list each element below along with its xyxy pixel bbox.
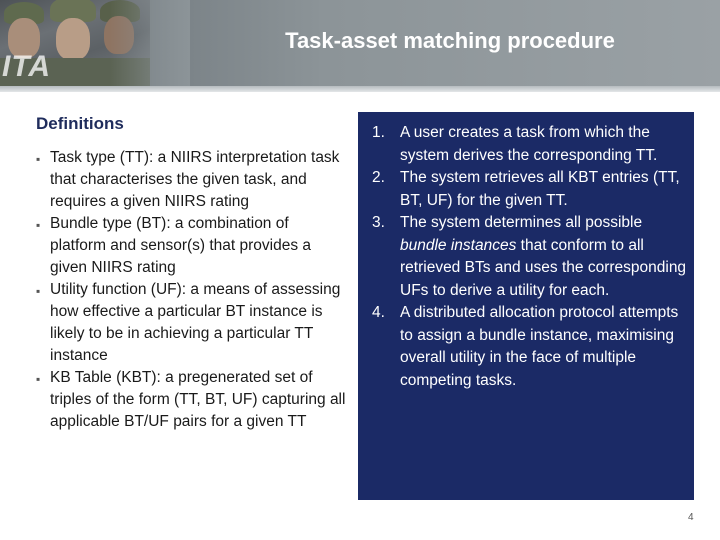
square-bullet-icon: ▪ bbox=[36, 218, 41, 232]
ita-logo: ITA bbox=[2, 50, 52, 83]
page-title: Task-asset matching procedure bbox=[285, 28, 615, 53]
header-banner bbox=[0, 0, 720, 86]
definitions-list bbox=[36, 147, 348, 433]
definition-item bbox=[36, 279, 348, 367]
step-text-pre: The system determines all possible bbox=[400, 214, 643, 231]
step-number: 4. bbox=[372, 304, 385, 321]
definition-term: Utility function (UF) bbox=[50, 281, 182, 298]
step-text: A distributed allocation protocol attempts to assign a bundle instance, maximising overall utility in the face of multiple competing tasks. bbox=[400, 304, 679, 389]
header-divider bbox=[0, 86, 720, 92]
definitions-heading: Definitions bbox=[36, 114, 124, 133]
definition-term: KB Table (KBT) bbox=[50, 369, 157, 386]
definition-term: Bundle type (BT) bbox=[50, 215, 167, 232]
procedure-steps bbox=[372, 122, 688, 392]
procedure-step bbox=[372, 122, 688, 167]
square-bullet-icon: ▪ bbox=[36, 284, 41, 298]
procedure-step bbox=[372, 212, 688, 302]
definition-item bbox=[36, 213, 348, 279]
page-number: 4 bbox=[688, 512, 694, 523]
definition-text: : a NIIRS interpretation task that characterises the given task, and requires a given NIIRS rating bbox=[50, 149, 340, 210]
step-text-post: that conform to all retrieved BTs and uses the corresponding UFs to derive a utility for each. bbox=[400, 236, 687, 299]
definition-item bbox=[36, 367, 348, 433]
square-bullet-icon: ▪ bbox=[36, 372, 41, 386]
step-text: A user creates a task from which the system derives the corresponding TT. bbox=[400, 124, 658, 164]
step-number: 1. bbox=[372, 124, 385, 141]
definition-term: Task type (TT) bbox=[50, 149, 150, 166]
definition-text: : a pregenerated set of triples of the form (TT, BT, UF) capturing all applicable BT/UF pairs for a given TT bbox=[50, 369, 346, 430]
step-text: The system retrieves all KBT entries (TT, BT, UF) for the given TT. bbox=[400, 169, 680, 209]
procedure-step bbox=[372, 302, 688, 392]
definition-text: : a combination of platform and sensor(s) that provides a given NIIRS rating bbox=[50, 215, 312, 276]
step-text-emphasis: bundle instances bbox=[400, 236, 517, 254]
step-number: 3. bbox=[372, 214, 385, 231]
definition-text: : a means of assessing how effective a particular BT instance is likely to be in achieving a particular TT instance bbox=[50, 281, 341, 364]
procedure-step bbox=[372, 167, 688, 212]
step-number: 2. bbox=[372, 169, 385, 186]
header-fade bbox=[110, 0, 190, 86]
procedure-panel bbox=[358, 112, 694, 500]
definition-item bbox=[36, 147, 348, 213]
square-bullet-icon: ▪ bbox=[36, 152, 41, 166]
